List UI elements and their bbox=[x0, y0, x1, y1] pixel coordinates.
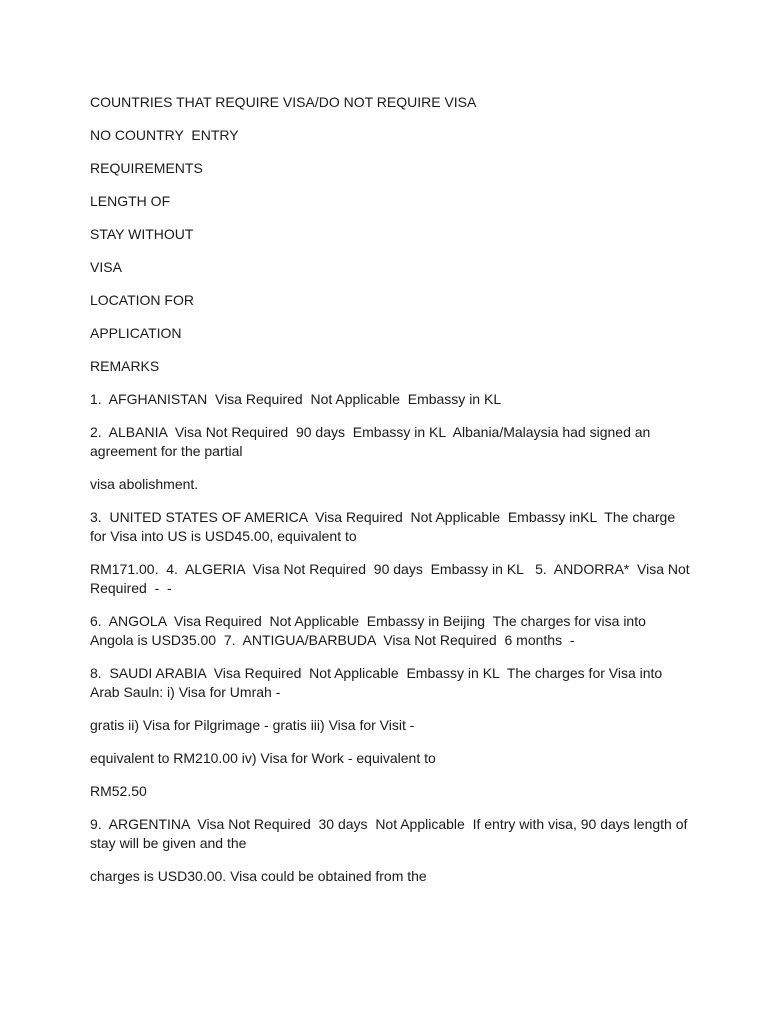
entry-saudi-arabia: 8. SAUDI ARABIA Visa Required Not Applicable Embassy in KL The charges for Visa into Arab Sauln: i) Visa for Umrah - bbox=[90, 665, 666, 700]
entry-afghanistan: 1. AFGHANISTAN Visa Required Not Applicable Embassy in KL bbox=[90, 391, 502, 407]
column-header-application: APPLICATION bbox=[90, 325, 182, 341]
entry-saudi-arabia-continued-2: equivalent to RM210.00 iv) Visa for Work - equivalent to bbox=[90, 750, 436, 766]
entry-saudi-arabia-continued-3: RM52.50 bbox=[90, 783, 147, 799]
document-body bbox=[90, 93, 694, 900]
column-header-stay-without: STAY WITHOUT bbox=[90, 226, 194, 242]
entry-argentina-continued: charges is USD30.00. Visa could be obtained from the bbox=[90, 868, 427, 884]
column-header-requirements: REQUIREMENTS bbox=[90, 160, 203, 176]
column-header-no-country-entry: NO COUNTRY ENTRY bbox=[90, 127, 239, 143]
entry-albania-continued: visa abolishment. bbox=[90, 476, 199, 492]
entry-united-states: 3. UNITED STATES OF AMERICA Visa Required Not Applicable Embassy inKL The charge for Visa into US is USD45.00, equivalent to bbox=[90, 509, 680, 544]
entry-angola-antigua: 6. ANGOLA Visa Required Not Applicable Embassy in Beijing The charges for visa into Angola is USD35.00 7. ANTIGUA/BARBUDA Visa Not Required 6 months - bbox=[90, 613, 650, 648]
entry-albania: 2. ALBANIA Visa Not Required 90 days Embassy in KL Albania/Malaysia had signed an agreement for the partial bbox=[90, 424, 655, 459]
column-header-length-of: LENGTH OF bbox=[90, 193, 171, 209]
document-title: COUNTRIES THAT REQUIRE VISA/DO NOT REQUIRE VISA bbox=[90, 94, 477, 110]
entry-argentina: 9. ARGENTINA Visa Not Required 30 days Not Applicable If entry with visa, 90 days length of stay will be given and the bbox=[90, 816, 692, 851]
column-header-location-for: LOCATION FOR bbox=[90, 292, 194, 308]
column-header-visa: VISA bbox=[90, 259, 122, 275]
entry-saudi-arabia-continued-1: gratis ii) Visa for Pilgrimage - gratis iii) Visa for Visit - bbox=[90, 717, 415, 733]
entry-algeria-andorra: RM171.00. 4. ALGERIA Visa Not Required 90 days Embassy in KL 5. ANDORRA* Visa Not Required - - bbox=[90, 561, 694, 596]
column-header-remarks: REMARKS bbox=[90, 358, 160, 374]
